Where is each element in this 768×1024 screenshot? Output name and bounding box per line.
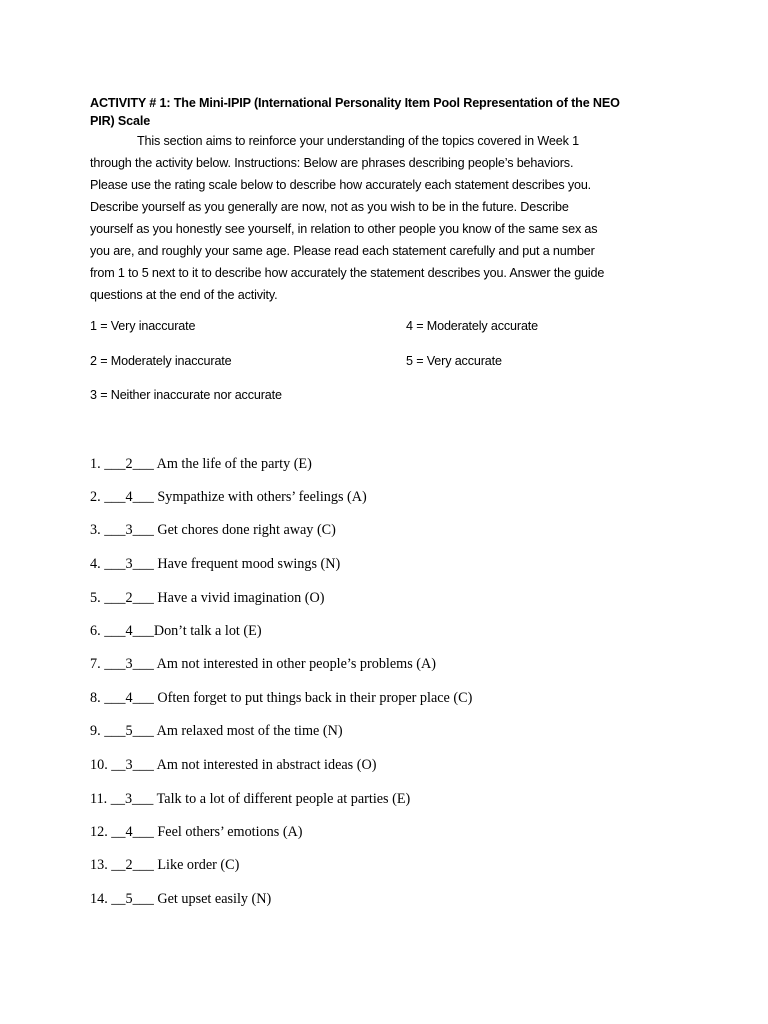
statement-item: 7. ___3___ Am not interested in other people’s problems (A) [90,656,436,672]
instructions-line: you are, and roughly your same age. Please read each statement carefully and put a number [90,244,595,258]
statement-item: 14. __5___ Get upset easily (N) [90,891,272,907]
statement-item: 3. ___3___ Get chores done right away (C) [90,522,336,538]
activity-title [90,94,690,130]
statement-item: 6. ___4___Don’t talk a lot (E) [90,623,262,639]
activity-title-line-2: PIR) Scale [90,114,151,128]
statement-item: 1. ___2___ Am the life of the party (E) [90,456,312,472]
activity-title-line-1: ACTIVITY # 1: The Mini-IPIP (International Personality Item Pool Representation of the NEO [90,96,620,110]
statement-item: 13. __2___ Like order (C) [90,857,240,873]
statement-item: 9. ___5___ Am relaxed most of the time (N) [90,723,343,739]
statement-item: 5. ___2___ Have a vivid imagination (O) [90,590,325,606]
scale-option-5: 5 = Very accurate [406,354,502,368]
instructions-line: This section aims to reinforce your understanding of the topics covered in Week 1 [137,134,579,148]
scale-option-2: 2 = Moderately inaccurate [90,354,232,368]
instructions-line: questions at the end of the activity. [90,288,278,302]
scale-option-3: 3 = Neither inaccurate nor accurate [90,388,282,402]
scale-option-4: 4 = Moderately accurate [406,319,539,333]
scale-option-1: 1 = Very inaccurate [90,319,196,333]
statement-item: 11. __3___ Talk to a lot of different people at parties (E) [90,791,411,807]
instructions-line: Please use the rating scale below to describe how accurately each statement describes you. [90,178,592,192]
instructions-line: through the activity below. Instructions: Below are phrases describing people’s behaviors. [90,156,574,170]
statement-item: 2. ___4___ Sympathize with others’ feelings (A) [90,489,367,505]
instructions-line: from 1 to 5 next to it to describe how accurately the statement describes you. Answer the guide [90,266,605,280]
instructions-paragraph [90,130,690,306]
instructions-line: Describe yourself as you generally are now, not as you wish to be in the future. Describe [90,200,569,214]
statement-item: 4. ___3___ Have frequent mood swings (N) [90,556,341,572]
statement-item: 10. __3___ Am not interested in abstract ideas (O) [90,757,377,773]
statement-item: 12. __4___ Feel others’ emotions (A) [90,824,303,840]
instructions-line: yourself as you honestly see yourself, in relation to other people you know of the same sex as [90,222,598,236]
statement-item: 8. ___4___ Often forget to put things back in their proper place (C) [90,690,473,706]
